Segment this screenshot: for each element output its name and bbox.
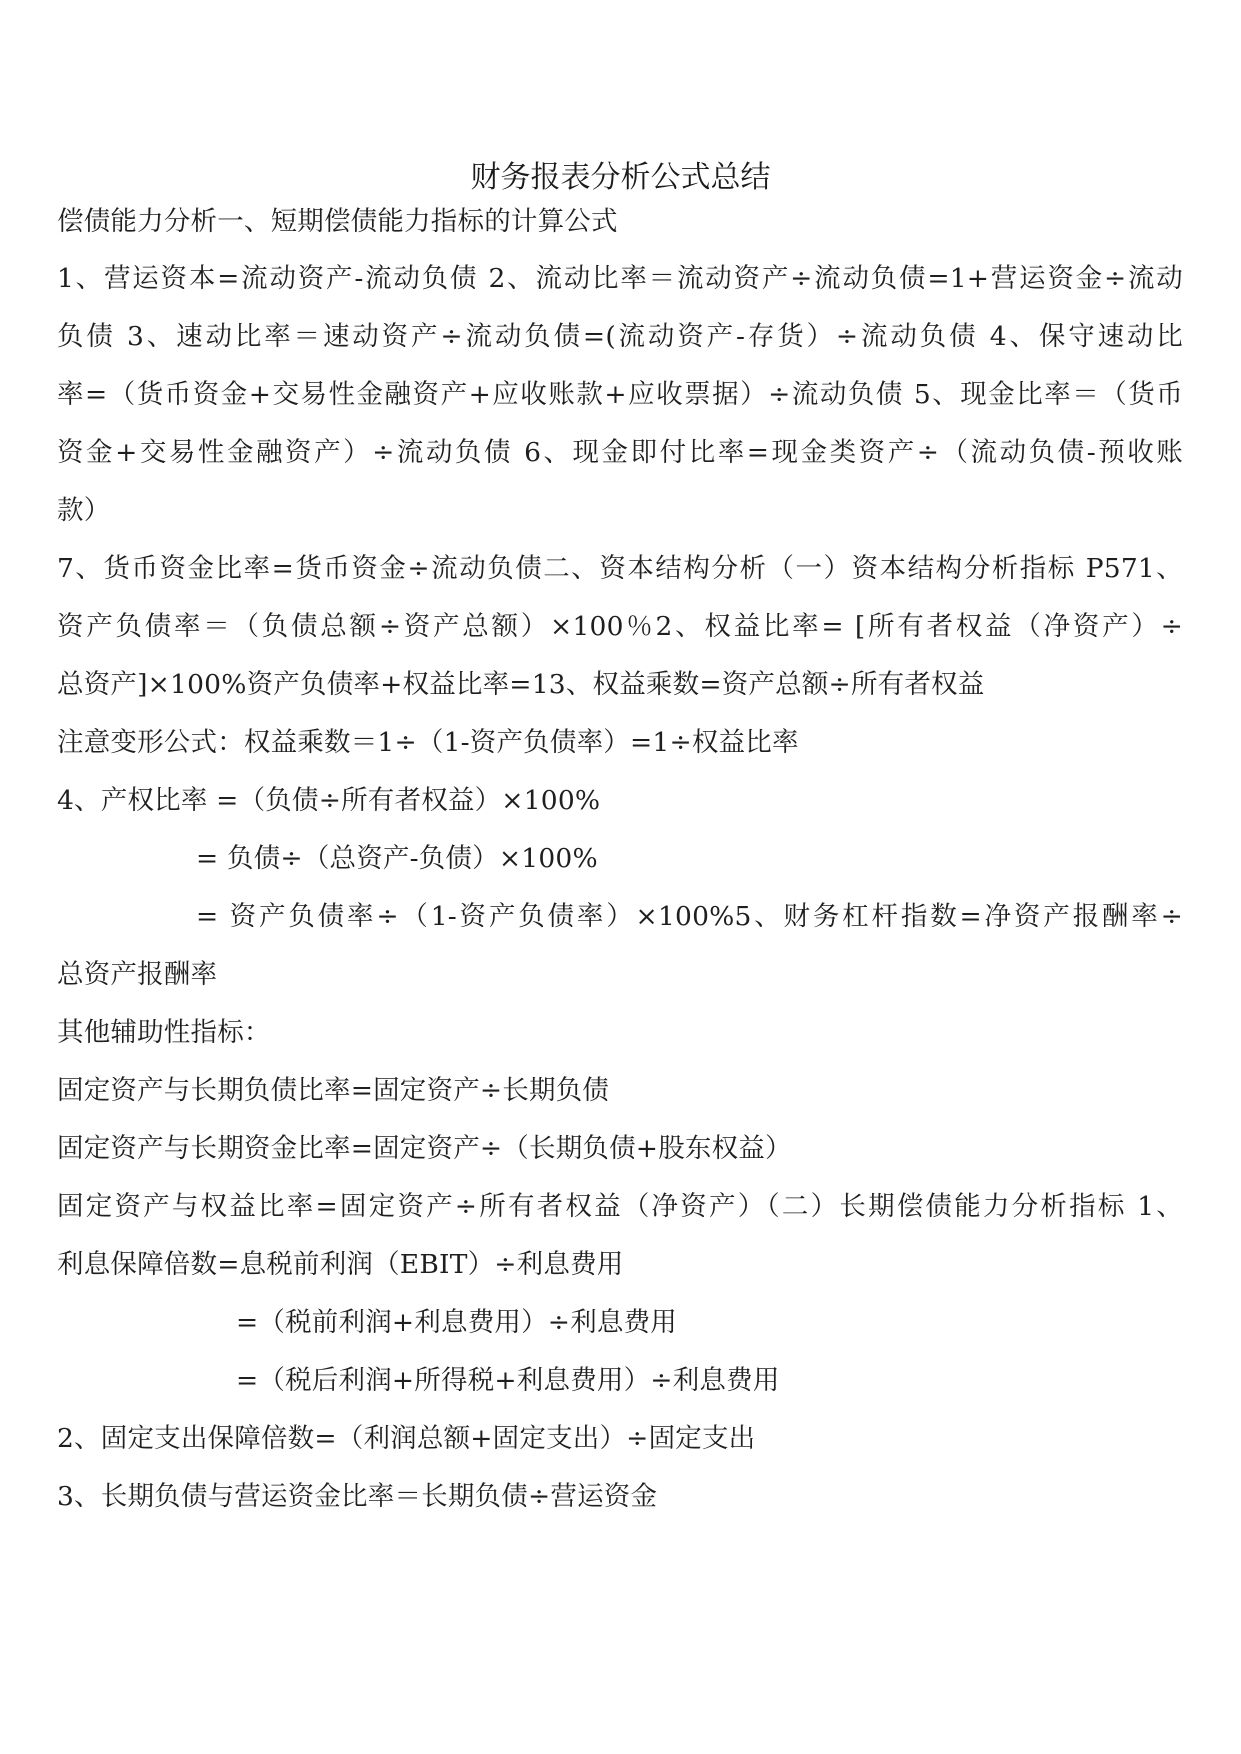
- paragraph-line: 其他辅助性指标：: [57, 1017, 271, 1048]
- formula-continuation: =（税后利润+所得税+利息费用）÷利息费用: [236, 1365, 780, 1396]
- paragraph-line: 7、货币资金比率=货币资金÷流动负债二、资本结构分析（一）资本结构分析指标 P571、: [57, 553, 1183, 584]
- paragraph-line: 总资产报酬率: [57, 959, 218, 990]
- section-heading: 偿债能力分析一、短期偿债能力指标的计算公式: [57, 206, 618, 237]
- paragraph-line: 资金+交易性金融资产）÷流动负债 6、现金即付比率=现金类资产÷（流动负债-预收账: [57, 437, 1183, 468]
- document-title: 财务报表分析公式总结: [470, 160, 771, 195]
- paragraph-line: 固定资产与长期负债比率=固定资产÷长期负债: [57, 1075, 610, 1106]
- paragraph-line: 3、长期负债与营运资金比率＝长期负债÷营运资金: [57, 1481, 658, 1512]
- formula-continuation: =（税前利润+利息费用）÷利息费用: [236, 1307, 678, 1338]
- formula-continuation: = 资产负债率÷（1-资产负债率）×100%5、财务杠杆指数=净资产报酬率÷: [196, 901, 1183, 932]
- paragraph-line: 固定资产与长期资金比率=固定资产÷（长期负债+股东权益）: [57, 1133, 792, 1164]
- formula-continuation: = 负债÷（总资产-负债）×100%: [196, 843, 598, 874]
- paragraph-line: 率=（货币资金+交易性金融资产+应收账款+应收票据）÷流动负债 5、现金比率＝（货币: [57, 379, 1183, 410]
- paragraph-line: 款）: [57, 495, 111, 526]
- paragraph-line: 注意变形公式：权益乘数＝1÷（1-资产负债率）=1÷权益比率: [57, 727, 799, 758]
- paragraph-line: 总资产]×100%资产负债率+权益比率=13、权益乘数=资产总额÷所有者权益: [57, 669, 985, 700]
- paragraph-line: 利息保障倍数=息税前利润（EBIT）÷利息费用: [57, 1249, 624, 1280]
- formula-line: 4、产权比率 =（负债÷所有者权益）×100%: [57, 785, 601, 816]
- paragraph-line: 负债 3、速动比率＝速动资产÷流动负债=(流动资产-存货）÷流动负债 4、保守速动比: [57, 321, 1183, 352]
- paragraph-line: 1、营运资本=流动资产-流动负债 2、流动比率＝流动资产÷流动负债=1+营运资金÷流动: [57, 263, 1183, 294]
- paragraph-line: 资产负债率＝（负债总额÷资产总额）×100％2、权益比率= [所有者权益（净资产）÷: [57, 611, 1183, 642]
- paragraph-line: 2、固定支出保障倍数=（利润总额+固定支出）÷固定支出: [57, 1423, 756, 1454]
- paragraph-line: 固定资产与权益比率=固定资产÷所有者权益（净资产）（二）长期偿债能力分析指标 1、: [57, 1191, 1183, 1222]
